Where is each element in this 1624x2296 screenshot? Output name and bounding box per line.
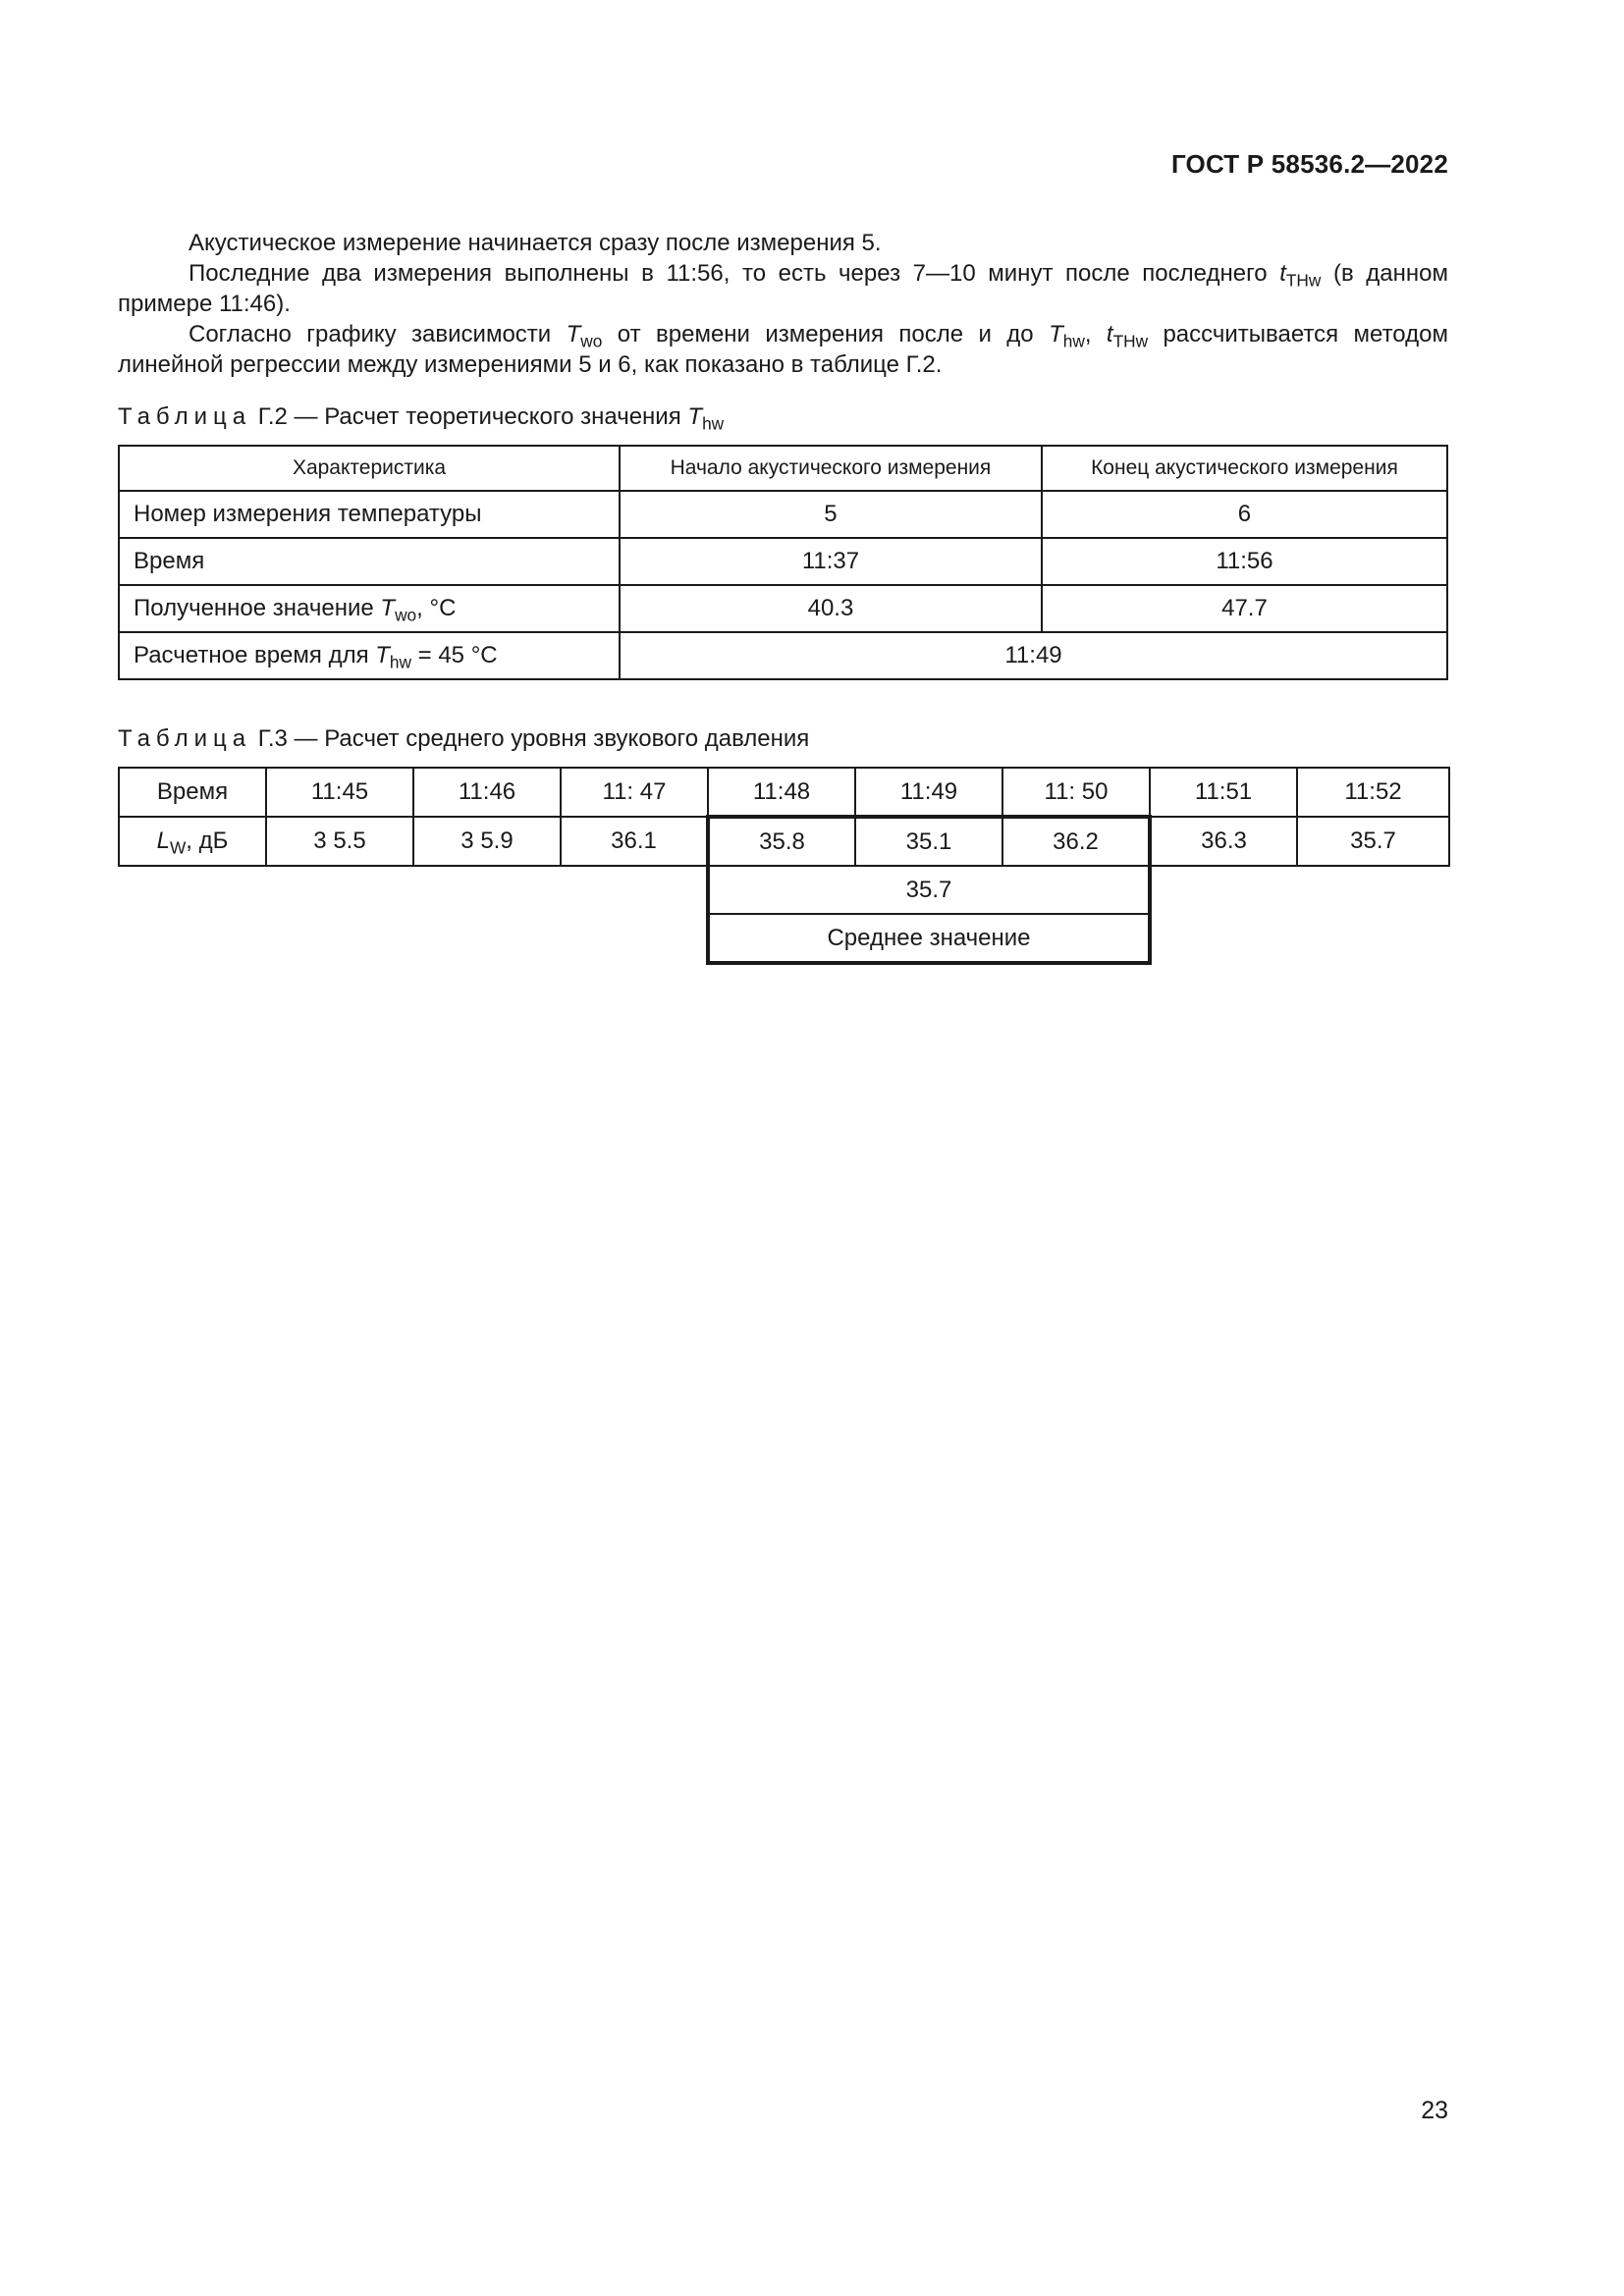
average-label-row (119, 914, 1449, 963)
level-cell: 35.8 (708, 817, 855, 866)
cell-end: 47.7 (1042, 585, 1447, 632)
cell-start: 5 (620, 491, 1042, 538)
table-header-row (119, 446, 1447, 491)
time-cell: 11:45 (266, 768, 413, 817)
row-label: $L_W$, дБ (119, 817, 266, 866)
header-cell: Конец акустического измерения (1042, 446, 1447, 491)
cell-start: 11:37 (620, 538, 1042, 585)
average-value-row (119, 866, 1449, 914)
standard-designation: ГОСТ Р 58536.2—2022 (1170, 149, 1448, 179)
level-cell: 3 5.9 (413, 817, 561, 866)
paragraph-3: Согласно графику зависимости $T_{wo}$ от времени измерения после и до $T_{hw}$, $t_{THw}$ рассчитывается методом линейной регрессии между измерениями 5 и 6, как показано в таблице Г.2. (118, 321, 1448, 378)
row-label: Номер измерения температуры (119, 491, 620, 538)
page-number: 23 (1421, 2097, 1448, 2124)
time-cell: 11: 47 (561, 768, 708, 817)
row-label: Время (119, 538, 620, 585)
cell-end: 11:56 (1042, 538, 1447, 585)
time-cell: 11:46 (413, 768, 561, 817)
time-cell: 11:51 (1150, 768, 1297, 817)
cell-end: 6 (1042, 491, 1447, 538)
row-label: Полученное значение $T_{wo}$, °C (119, 585, 620, 632)
table2-caption: Таблица Г.2 — Расчет теоретического значения $T_{hw}$ (118, 403, 725, 434)
table-row (119, 538, 1447, 585)
blank-cell (119, 866, 708, 914)
level-cell: 35.1 (855, 817, 1002, 866)
table3-caption: Таблица Г.3 — Расчет среднего уровня звукового давления (118, 725, 810, 752)
table-row (119, 632, 1447, 679)
average-label-cell: Среднее значение (708, 914, 1150, 963)
table-row (119, 585, 1447, 632)
paragraph-2: Последние два измерения выполнены в 11:56, то есть через 7—10 минут после последнего $t_{THw}$ (в данном примере 11:46). (118, 260, 1448, 317)
blank-cell (1150, 914, 1449, 963)
level-cell: 35.7 (1297, 817, 1449, 866)
level-cell: 3 5.5 (266, 817, 413, 866)
paragraph-1: Акустическое измерение начинается сразу после измерения 5. (189, 230, 882, 256)
body-text (118, 228, 1448, 380)
level-row (119, 817, 1449, 866)
time-row (119, 768, 1449, 817)
blank-cell (1150, 866, 1449, 914)
cell-start: 40.3 (620, 585, 1042, 632)
table-2 (118, 445, 1448, 680)
level-cell: 36.3 (1150, 817, 1297, 866)
row-label: Расчетное время для $T_{hw} = 45$ °C (119, 632, 620, 679)
level-cell: 36.1 (561, 817, 708, 866)
time-cell: 11:49 (855, 768, 1002, 817)
time-cell: 11: 50 (1002, 768, 1150, 817)
average-value-cell: 35.7 (708, 866, 1150, 914)
cell-merged: 11:49 (620, 632, 1447, 679)
table-3 (118, 767, 1450, 965)
header-cell: Характеристика (119, 446, 620, 491)
table-row (119, 491, 1447, 538)
time-cell: 11:52 (1297, 768, 1449, 817)
blank-cell (119, 914, 708, 963)
level-cell: 36.2 (1002, 817, 1150, 866)
row-label: Время (119, 768, 266, 817)
header-cell: Начало акустического измерения (620, 446, 1042, 491)
time-cell: 11:48 (708, 768, 855, 817)
